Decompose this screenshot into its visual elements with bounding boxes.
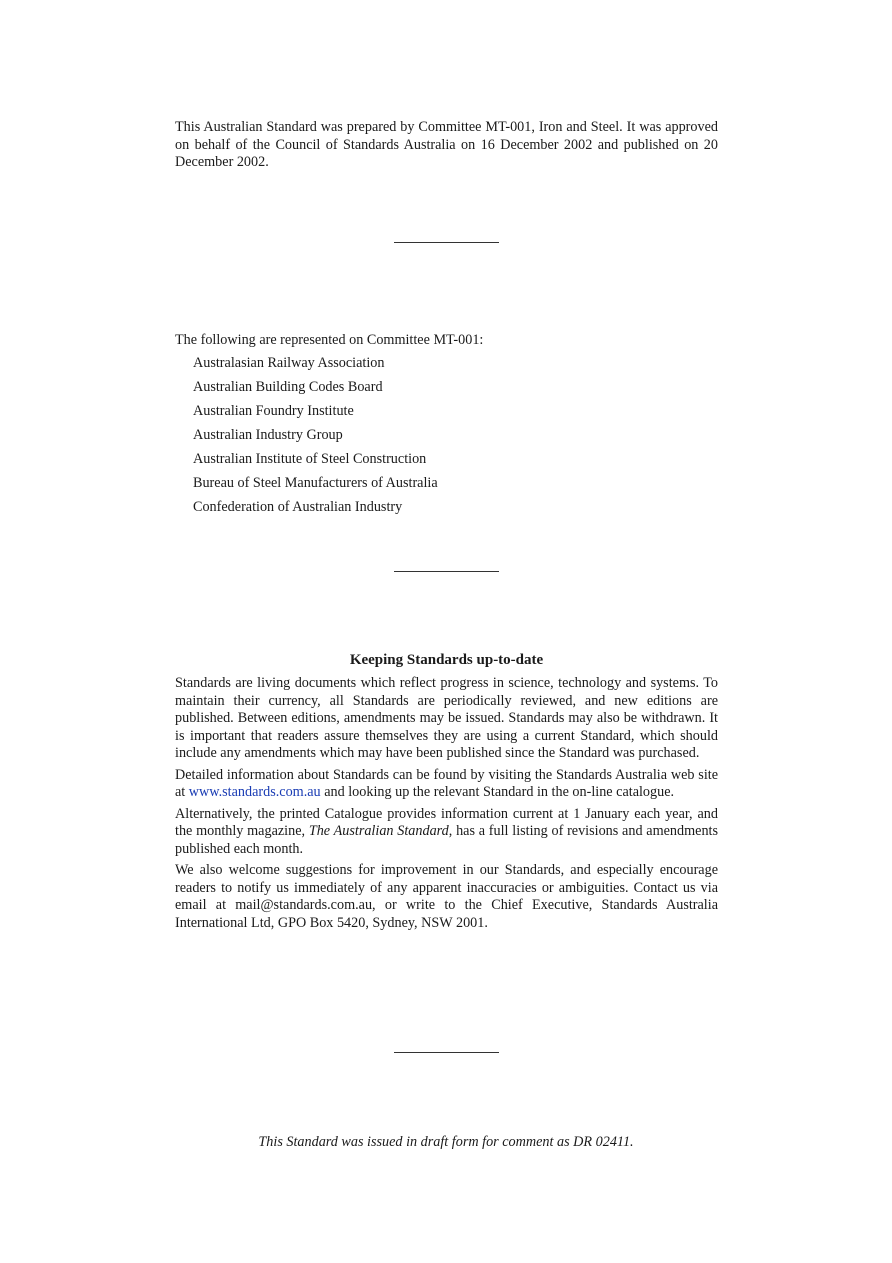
paragraph-text: Detailed information about Standards can be found by visiting the Standards Australia web site at (175, 766, 718, 800)
committee-member: Confederation of Australian Industry (193, 499, 403, 515)
approval-statement: This Australian Standard was prepared by Committee MT-001, Iron and Steel. It was approved on behalf of the Council of Standards Australia on 16 December 2002 and published on 20 December 2002. (175, 119, 718, 170)
committee-member: Australian Industry Group (193, 427, 343, 443)
paragraph-text: Alternatively, the printed Catalogue provides information current at 1 January each year, and the monthly magazine, (175, 805, 718, 839)
paragraph-living-documents: Standards are living documents which reflect progress in science, technology and systems. To maintain their currency, all Standards are periodically reviewed, and new editions are published. Between editions, amendments may be issued. Standards may also be withdrawn. It is important that readers assure themselves they are using a current Standard, which should include any amendments which may have been published since the Standard was purchased. (175, 675, 718, 761)
paragraph-suggestions: We also welcome suggestions for improvement in our Standards, and especially encourage readers to notify us immediately of any apparent inaccuracies or ambiguities. Contact us via email at mail@standards.com.au, or write to the Chief Executive, Standards Australia International Ltd, GPO Box 5420, Sydney, NSW 2001. (175, 862, 718, 931)
paragraph-text: , has a full listing of revisions and amendments published each month. (175, 823, 719, 857)
paragraph-web-site (175, 767, 718, 802)
paragraph-catalogue (175, 806, 718, 859)
magazine-title: The Australian Standard (308, 823, 449, 839)
divider-rule (394, 571, 499, 572)
keeping-standards-body (175, 675, 718, 936)
committee-member: Australian Foundry Institute (193, 403, 354, 419)
committee-member: Australian Institute of Steel Construction (193, 451, 427, 467)
standards-website-link[interactable]: www.standards.com.au (188, 784, 321, 800)
committee-intro: The following are represented on Committee MT-001: (175, 332, 484, 348)
committee-member: Bureau of Steel Manufacturers of Australia (193, 475, 438, 491)
committee-member-list (193, 351, 438, 519)
committee-member: Australasian Railway Association (193, 355, 385, 371)
divider-rule (394, 1052, 499, 1053)
committee-member: Australian Building Codes Board (193, 379, 383, 395)
draft-note: This Standard was issued in draft form for comment as DR 02411. (258, 1134, 634, 1150)
section-heading: Keeping Standards up-to-date (349, 652, 544, 668)
divider-rule (394, 242, 499, 243)
paragraph-text: and looking up the relevant Standard in the on-line catalogue. (320, 784, 675, 800)
